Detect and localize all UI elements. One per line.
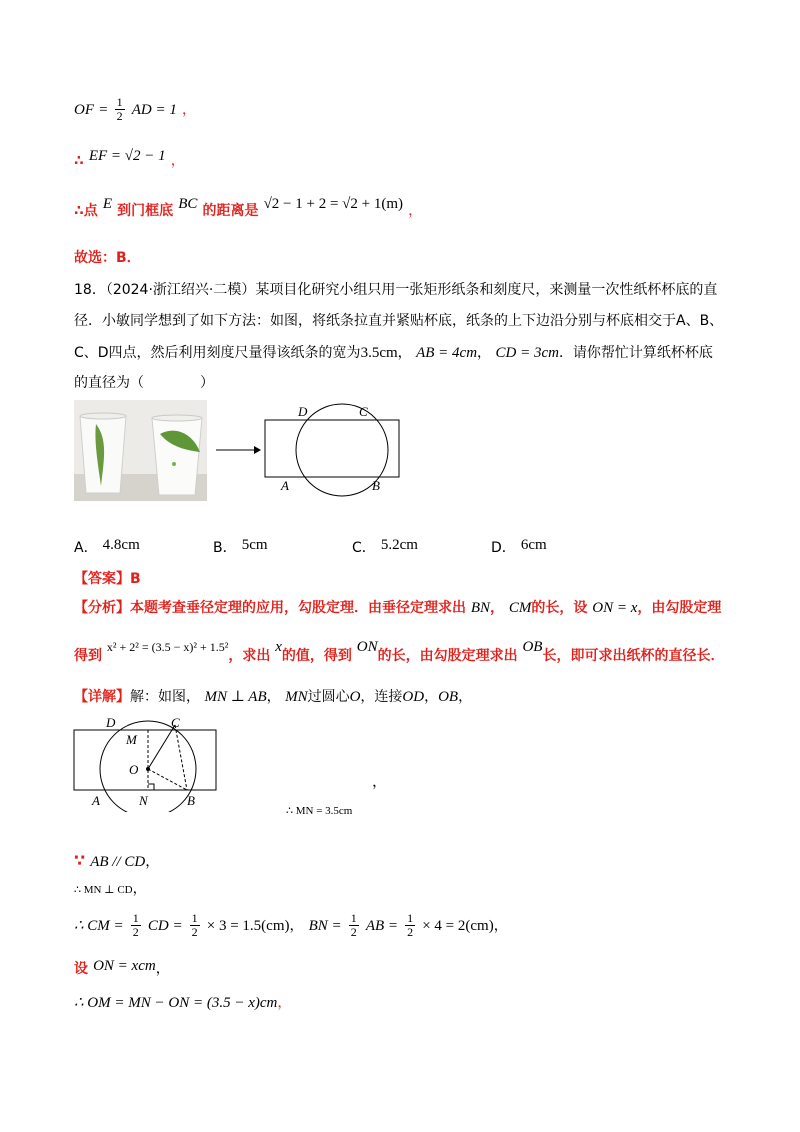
detail-text-1: 解：如图， bbox=[130, 689, 200, 705]
analysis-line-2 bbox=[74, 639, 725, 665]
label-b: B bbox=[187, 793, 195, 808]
seg-ob: OB bbox=[438, 689, 459, 705]
option-a[interactable] bbox=[74, 537, 140, 557]
analysis-text-1: 本题考查垂径定理的应用，勾股定理．由垂径定理求出 bbox=[130, 600, 466, 616]
step-set-on bbox=[74, 958, 170, 978]
option-d-letter: D． bbox=[491, 540, 516, 556]
center-o: O bbox=[349, 689, 361, 705]
point-e: E bbox=[102, 196, 113, 212]
label-b: B bbox=[372, 478, 380, 493]
sep: ， bbox=[289, 918, 304, 934]
frac-den: 2 bbox=[191, 925, 198, 939]
var-x: x bbox=[275, 639, 282, 655]
comma: ， bbox=[408, 203, 423, 219]
option-a-value: 4.8cm bbox=[102, 537, 140, 553]
conclusion-prefix: ∴点 bbox=[74, 203, 98, 219]
step-perp bbox=[74, 878, 147, 898]
label-a: A bbox=[92, 793, 100, 808]
width-value: 3.5cm bbox=[360, 345, 398, 361]
pythag-equation: x² + 2² = (3.5 − x)² + 1.5² bbox=[106, 640, 229, 654]
conclusion-suffix: 的距离是 bbox=[202, 203, 259, 219]
detail-text-2: 过圆心 bbox=[307, 689, 350, 705]
fraction-half bbox=[190, 912, 200, 939]
ab-parallel-cd: AB // CD bbox=[90, 854, 146, 870]
sep: ， bbox=[132, 881, 147, 897]
label-d: D bbox=[106, 715, 116, 730]
conclusion-mid: 到门框底 bbox=[117, 203, 174, 219]
option-c-letter: C． bbox=[352, 540, 376, 556]
because-symbol: ∵ bbox=[74, 851, 86, 870]
mn-perp-ab: MN ⊥ AB bbox=[204, 689, 267, 705]
detail-line bbox=[74, 686, 472, 706]
fraction-half bbox=[115, 96, 125, 123]
distance-conclusion bbox=[74, 196, 423, 220]
sep: ， bbox=[493, 918, 508, 934]
cm-calc-prefix: ∴ CM = bbox=[74, 918, 124, 934]
bn-calc-mid: AB = bbox=[365, 918, 399, 934]
ef-equation bbox=[74, 150, 185, 170]
analysis-tag: 【分析】 bbox=[74, 600, 130, 616]
seg-cm: CM bbox=[508, 600, 532, 616]
on-eq-x: ON = x bbox=[592, 600, 638, 616]
fraction-half bbox=[131, 912, 141, 939]
frac-num: 1 bbox=[350, 911, 357, 925]
label-a: A bbox=[281, 478, 289, 493]
cm-calc-suffix: × 3 = 1.5(cm) bbox=[206, 918, 290, 934]
therefore-symbol: ∴ bbox=[74, 153, 84, 169]
analysis-text-6: 的值，得到 bbox=[281, 648, 352, 664]
frac-num: 1 bbox=[132, 911, 139, 925]
mn-perp-cd: ∴ MN ⊥ CD bbox=[74, 884, 133, 896]
label-c: C bbox=[171, 715, 180, 730]
question-line-3 bbox=[74, 342, 713, 362]
cups-illustration bbox=[74, 400, 207, 501]
of-lhs: OF bbox=[74, 102, 94, 118]
paper-cups-photo bbox=[74, 400, 207, 501]
fig-comma: ， bbox=[372, 774, 388, 790]
sep: ， bbox=[477, 345, 492, 361]
step-half-lengths bbox=[74, 912, 508, 939]
frac-den: 2 bbox=[407, 925, 414, 939]
segment-bc: BC bbox=[178, 196, 198, 212]
option-d[interactable] bbox=[491, 537, 547, 557]
sep: ， bbox=[266, 689, 281, 705]
cd-value: CD = 3cm bbox=[495, 345, 559, 361]
question-line-4: 的直径为（ ） bbox=[74, 375, 214, 391]
on-equals-x: ON = xcm bbox=[93, 958, 156, 974]
analysis-text-5: ，求出 bbox=[228, 648, 271, 664]
om-expression: ∴ OM = MN − ON = (3.5 − x)cm bbox=[74, 995, 278, 1011]
step-om bbox=[74, 992, 291, 1012]
sep: ， bbox=[277, 995, 292, 1011]
mn-value: ∴ MN = 3.5cm bbox=[286, 805, 353, 817]
answer-line: 【答案】B bbox=[74, 571, 141, 587]
fraction-half bbox=[349, 912, 359, 939]
sep: ， bbox=[397, 345, 412, 361]
detail-tag: 【详解】 bbox=[74, 689, 130, 705]
of-equation bbox=[74, 96, 196, 123]
sep: ， bbox=[490, 600, 505, 616]
option-a-letter: A． bbox=[74, 540, 98, 556]
option-d-value: 6cm bbox=[520, 537, 547, 553]
frac-num: 1 bbox=[407, 911, 414, 925]
bn-calc-prefix: BN = bbox=[308, 918, 342, 934]
sep: ， bbox=[424, 689, 439, 705]
frac-den: 2 bbox=[350, 925, 357, 939]
solution-figure bbox=[70, 712, 225, 812]
question-line-1: 18．（2024·浙江绍兴·二模）某项目化研究小组只用一张矩形纸条和刻度尺，来测量一次性纸杯杯底的直 bbox=[74, 282, 718, 298]
sep: ， bbox=[458, 689, 473, 705]
frac-num: 1 bbox=[191, 911, 198, 925]
option-b-value: 5cm bbox=[241, 537, 268, 553]
label-o: O bbox=[129, 762, 139, 777]
analysis-text-3: ，由勾股定理 bbox=[637, 600, 722, 616]
choice-line: 故选：B． bbox=[74, 250, 141, 266]
sep: ， bbox=[145, 854, 160, 870]
analysis-text-4: 得到 bbox=[74, 648, 102, 664]
frac-den: 2 bbox=[116, 109, 123, 123]
strip-circle-figure bbox=[262, 400, 402, 508]
seg-mn: MN bbox=[285, 689, 308, 705]
analysis-text-2: 的长，设 bbox=[531, 600, 588, 616]
comma: ， bbox=[170, 153, 185, 169]
label-m: M bbox=[126, 732, 137, 747]
frac-num: 1 bbox=[116, 95, 123, 109]
question-line-2: 径．小敏同学想到了如下方法：如图，将纸条拉直并紧贴杯底，纸条的上下边沿分别与杯底相交于A、B、 bbox=[74, 313, 724, 329]
question-line-3-end: ．请你帮忙计算纸杯杯底 bbox=[558, 345, 713, 361]
sep: ， bbox=[155, 961, 170, 977]
seg-bn: BN bbox=[470, 600, 491, 616]
bn-calc-suffix: × 4 = 2(cm) bbox=[422, 918, 494, 934]
distance-math: √2 − 1 + 2 = √2 + 1(m) bbox=[263, 196, 404, 212]
analysis-line-1 bbox=[74, 597, 721, 617]
label-n: N bbox=[139, 793, 148, 808]
ab-value: AB = 4cm bbox=[416, 345, 478, 361]
cm-calc-mid: CD = bbox=[147, 918, 183, 934]
equals-sign: = bbox=[99, 102, 108, 118]
frac-den: 2 bbox=[132, 925, 139, 939]
arrow-icon bbox=[214, 444, 262, 456]
option-c[interactable] bbox=[352, 537, 418, 557]
set-label: 设 bbox=[74, 961, 88, 977]
of-rhs: AD = 1 bbox=[131, 102, 177, 118]
fraction-half bbox=[405, 912, 415, 939]
option-b[interactable] bbox=[213, 537, 268, 557]
question-line-3-text: C、D四点，然后利用刻度尺量得该纸条的宽为 bbox=[74, 345, 361, 361]
option-b-letter: B． bbox=[213, 540, 237, 556]
seg-ob: OB bbox=[522, 639, 543, 655]
option-c-value: 5.2cm bbox=[380, 537, 418, 553]
detail-text-3: ，连接 bbox=[360, 689, 403, 705]
seg-on: ON bbox=[356, 639, 378, 655]
label-c: C bbox=[359, 404, 368, 419]
step-parallel bbox=[74, 851, 159, 871]
label-d: D bbox=[298, 404, 308, 419]
analysis-text-8: 长，即可求出纸杯的直径长． bbox=[542, 648, 725, 664]
comma: ， bbox=[181, 102, 196, 118]
ef-math: EF = √2 − 1 bbox=[88, 148, 166, 164]
seg-od: OD bbox=[402, 689, 425, 705]
analysis-text-7: 的长，由勾股定理求出 bbox=[377, 648, 518, 664]
